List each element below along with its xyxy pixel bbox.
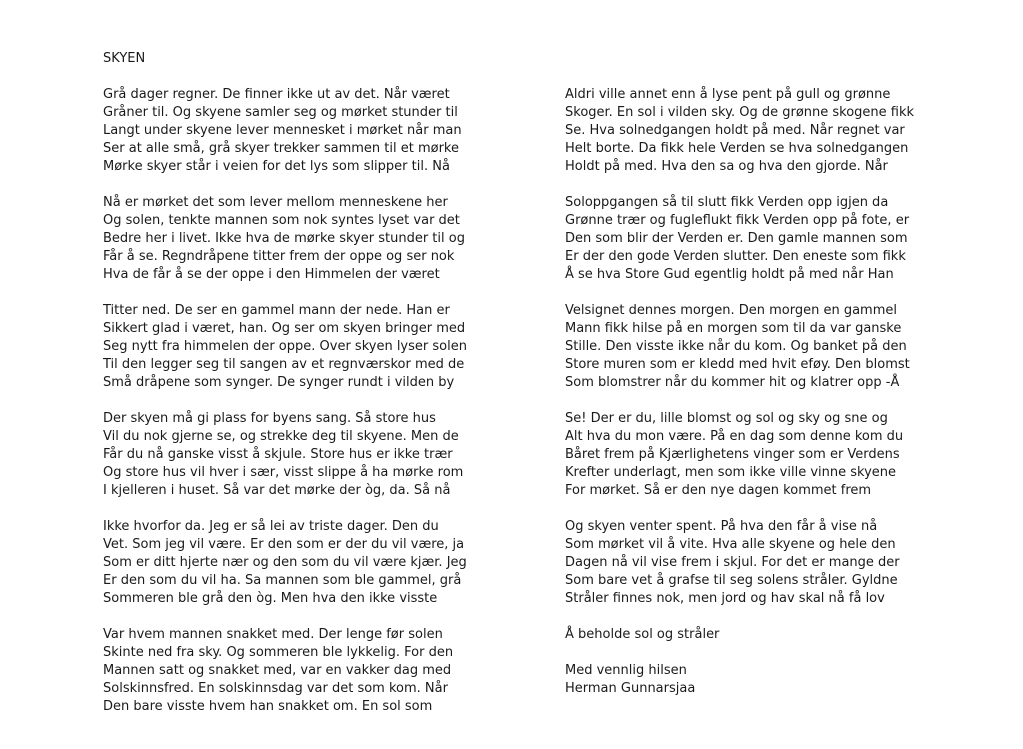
poem-line: Stråler finnes nok, men jord og hav skal nå få lov (565, 591, 885, 606)
poem-line: Gråner til. Og skyene samler seg og mørket stunder til (103, 105, 458, 120)
poem-title: SKYEN (103, 51, 146, 66)
poem-line: Mannen satt og snakket med, var en vakker dag med (103, 663, 452, 678)
stanza (565, 518, 1005, 608)
poem-line: Som er ditt hjerte nær og den som du vil være kjær. Jeg (103, 555, 467, 570)
stanza (565, 662, 1005, 698)
poem-line: Den som blir der Verden er. Den gamle mannen som (565, 231, 908, 246)
stanza (103, 410, 543, 500)
poem-line: Å beholde sol og stråler (565, 627, 720, 642)
poem-line: Og store hus vil hver i sær, visst slippe å ha mørke rom (103, 465, 464, 480)
poem-line: For mørket. Så er den nye dagen kommet frem (565, 483, 872, 498)
left-column (103, 50, 543, 716)
poem-line: Sikkert glad i været, han. Og ser om skyen bringer med (103, 321, 466, 336)
poem-line: Helt borte. Da fikk hele Verden se hva solnedgangen (565, 141, 909, 156)
poem-line: Som bare vet å grafse til seg solens stråler. Gyldne (565, 573, 898, 588)
poem-line: Se! Der er du, lille blomst og sol og sky og sne og (565, 411, 888, 426)
poem-line: Herman Gunnarsjaa (565, 681, 696, 696)
stanza (565, 626, 1005, 644)
left-stanzas (103, 86, 543, 716)
poem-line: Små dråpene som synger. De synger rundt i vilden by (103, 375, 455, 390)
poem-line: I kjelleren i huset. Så var det mørke der òg, da. Så nå (103, 483, 451, 498)
poem-line: Til den legger seg til sangen av et regnværskor med de (103, 357, 465, 372)
poem-line: Stille. Den visste ikke når du kom. Og banket på den (565, 339, 907, 354)
poem-line: Var hvem mannen snakket med. Der lenge før solen (103, 627, 443, 642)
poem-line: Vet. Som jeg vil være. Er den som er der du vil være, ja (103, 537, 465, 552)
poem-line: Og solen, tenkte mannen som nok syntes lyset var det (103, 213, 460, 228)
poem-line: Ser at alle små, grå skyer trekker sammen til et mørke (103, 141, 459, 156)
poem-line: Soloppgangen så til slutt fikk Verden opp igjen da (565, 195, 889, 210)
stanza (565, 410, 1005, 500)
poem-line: Som blomstrer når du kommer hit og klatrer opp -Å (565, 375, 900, 390)
stanza (565, 302, 1005, 392)
poem-line: Seg nytt fra himmelen der oppe. Over skyen lyser solen (103, 339, 467, 354)
poem-line: Store muren som er kledd med hvit eføy. Den blomst (565, 357, 910, 372)
right-stanzas (565, 86, 1005, 698)
poem-line: Solskinnsfred. En solskinnsdag var det som kom. Når (103, 681, 448, 696)
stanza (103, 194, 543, 284)
poem-line: Får du nå ganske visst å skjule. Store hus er ikke trær (103, 447, 453, 462)
poem-line: Titter ned. De ser en gammel mann der nede. Han er (103, 303, 450, 318)
poem-line: Langt under skyene lever mennesket i mørket når man (103, 123, 462, 138)
poem-line: Grå dager regner. De finner ikke ut av det. Når været (103, 87, 450, 102)
stanza (103, 302, 543, 392)
stanza (103, 518, 543, 608)
poem-line: Der skyen må gi plass for byens sang. Så store hus (103, 411, 436, 426)
poem-line: Får å se. Regndråpene titter frem der oppe og ser nok (103, 249, 455, 264)
poem-line: Holdt på med. Hva den sa og hva den gjorde. Når (565, 159, 888, 174)
poem-line: Hva de får å se der oppe i den Himmelen der været (103, 267, 440, 282)
poem-line: Mørke skyer står i veien for det lys som slipper til. Nå (103, 159, 450, 174)
poem-line: Å se hva Store Gud egentlig holdt på med når Han (565, 267, 894, 282)
poem-line: Dagen nå vil vise frem i skjul. For det er mange der (565, 555, 900, 570)
poem-line: Og skyen venter spent. På hva den får å vise nå (565, 519, 878, 534)
poem-line: Skoger. En sol i vilden sky. Og de grønne skogene fikk (565, 105, 915, 120)
poem-line: Sommeren ble grå den òg. Men hva den ikke visste (103, 591, 438, 606)
poem-line: Ikke hvorfor da. Jeg er så lei av triste dager. Den du (103, 519, 439, 534)
right-column (565, 86, 1005, 698)
poem-line: Skinte ned fra sky. Og sommeren ble lykkelig. For den (103, 645, 454, 660)
poem-line: Er den som du vil ha. Sa mannen som ble gammel, grå (103, 573, 462, 588)
poem-line: Nå er mørket det som lever mellom menneskene her (103, 195, 448, 210)
stanza (103, 626, 543, 716)
stanza (103, 86, 543, 176)
poem-line: Med vennlig hilsen (565, 663, 687, 678)
stanza (565, 86, 1005, 176)
poem-line: Krefter underlagt, men som ikke ville vinne skyene (565, 465, 896, 480)
poem-line: Velsignet dennes morgen. Den morgen en gammel (565, 303, 897, 318)
poem-line: Mann fikk hilse på en morgen som til da var ganske (565, 321, 902, 336)
poem-line: Alt hva du mon være. På en dag som denne kom du (565, 429, 904, 444)
poem-line: Er der den gode Verden slutter. Den eneste som fikk (565, 249, 906, 264)
stanza (565, 194, 1005, 284)
poem-line: Aldri ville annet enn å lyse pent på gull og grønne (565, 87, 891, 102)
poem-line: Grønne trær og fugleflukt fikk Verden opp på fote, er (565, 213, 910, 228)
poem-line: Se. Hva solnedgangen holdt på med. Når regnet var (565, 123, 905, 138)
poem-line: Som mørket vil å vite. Hva alle skyene og hele den (565, 537, 896, 552)
poem-line: Den bare visste hvem han snakket om. En sol som (103, 699, 433, 714)
poem-line: Bedre her i livet. Ikke hva de mørke skyer stunder til og (103, 231, 465, 246)
poem-line: Båret frem på Kjærlighetens vinger som er Verdens (565, 447, 900, 462)
poem-line: Vil du nok gjerne se, og strekke deg til skyene. Men de (103, 429, 459, 444)
